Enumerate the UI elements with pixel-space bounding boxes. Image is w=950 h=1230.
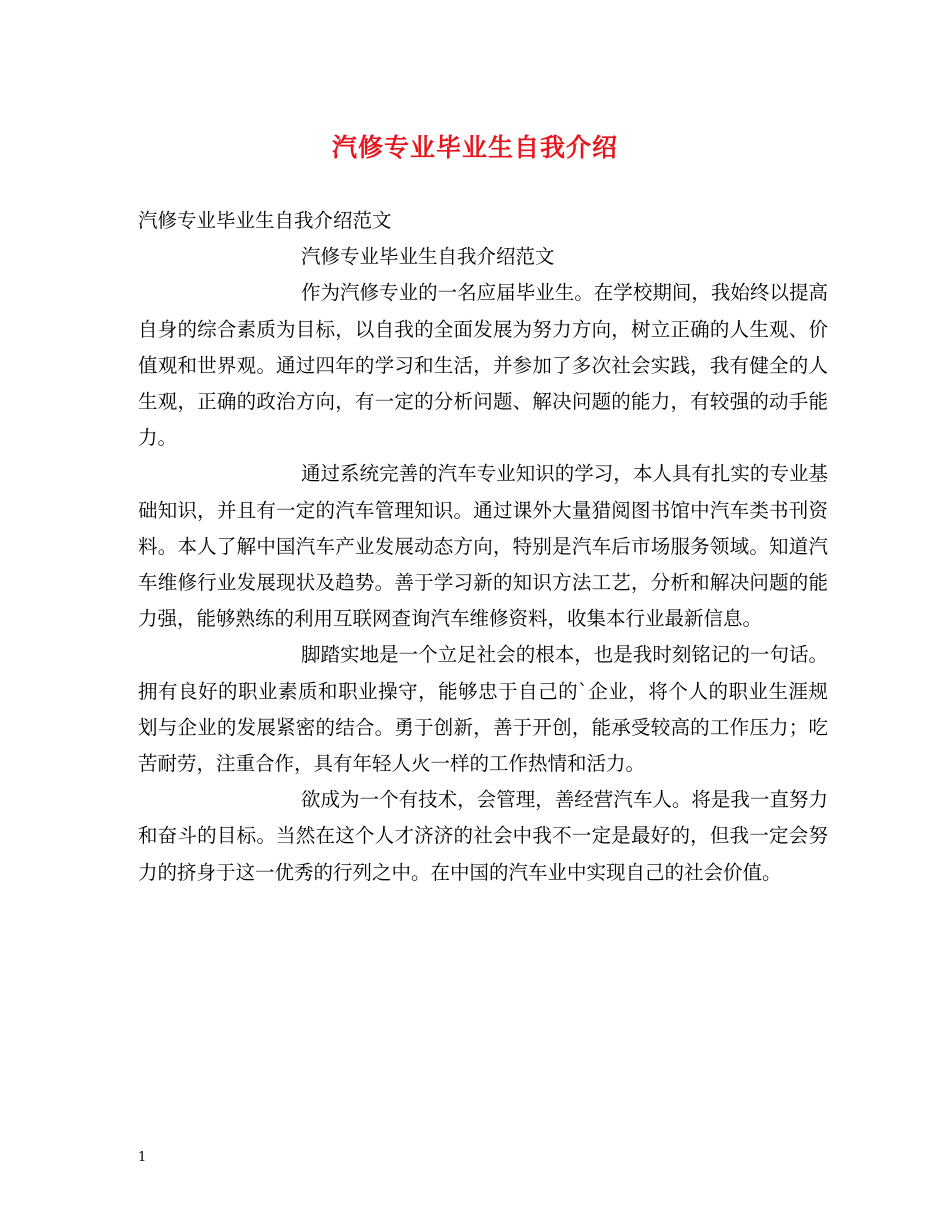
subtitle-indented: 汽修专业毕业生自我介绍范文 [301,245,555,269]
document-body [138,203,828,891]
paragraph-3: 脚踏实地是一个立足社会的根本，也是我时刻铭记的一句话。拥有良好的职业素质和职业操守，能够忠于自己的`企业，将个人的职业生涯规划与企业的发展紧密的结合。勇于创新，善于开创，能承受较高的工作压力；吃苦耐劳，注重合作，具有年轻人火一样的工作热情和活力。 [138,643,828,776]
subtitle: 汽修专业毕业生自我介绍范文 [138,209,392,232]
paragraph-1: 作为汽修专业的一名应届毕业生。在学校期间，我始终以提高自身的综合素质为目标，以自我的全面发展为努力方向，树立正确的人生观、价值观和世界观。通过四年的学习和生活，并参加了多次社会实践，我有健全的人生观，正确的政治方向，有一定的分析问题、解决问题的能力，有较强的动手能力。 [138,281,828,450]
paragraph-2: 通过系统完善的汽车专业知识的学习，本人具有扎实的专业基础知识，并且有一定的汽车管理知识。通过课外大量猎阅图书馆中汽车类书刊资料。本人了解中国汽车产业发展动态方向，特别是汽车后市场服务领域。知道汽车维修行业发展现状及趋势。善于学习新的知识方法工艺，分析和解决问题的能力强，能够熟练的利用互联网查询汽车维修资料，收集本行业最新信息。 [138,462,828,631]
paragraph-4: 欲成为一个有技术，会管理，善经营汽车人。将是我一直努力和奋斗的目标。当然在这个人才济济的社会中我不一定是最好的，但我一定会努力的挤身于这一优秀的行列之中。在中国的汽车业中实现自己的社会价值。 [138,788,828,884]
document-title: 汽修专业毕业生自我介绍 [331,133,618,162]
page-number: 1 [138,1150,147,1165]
